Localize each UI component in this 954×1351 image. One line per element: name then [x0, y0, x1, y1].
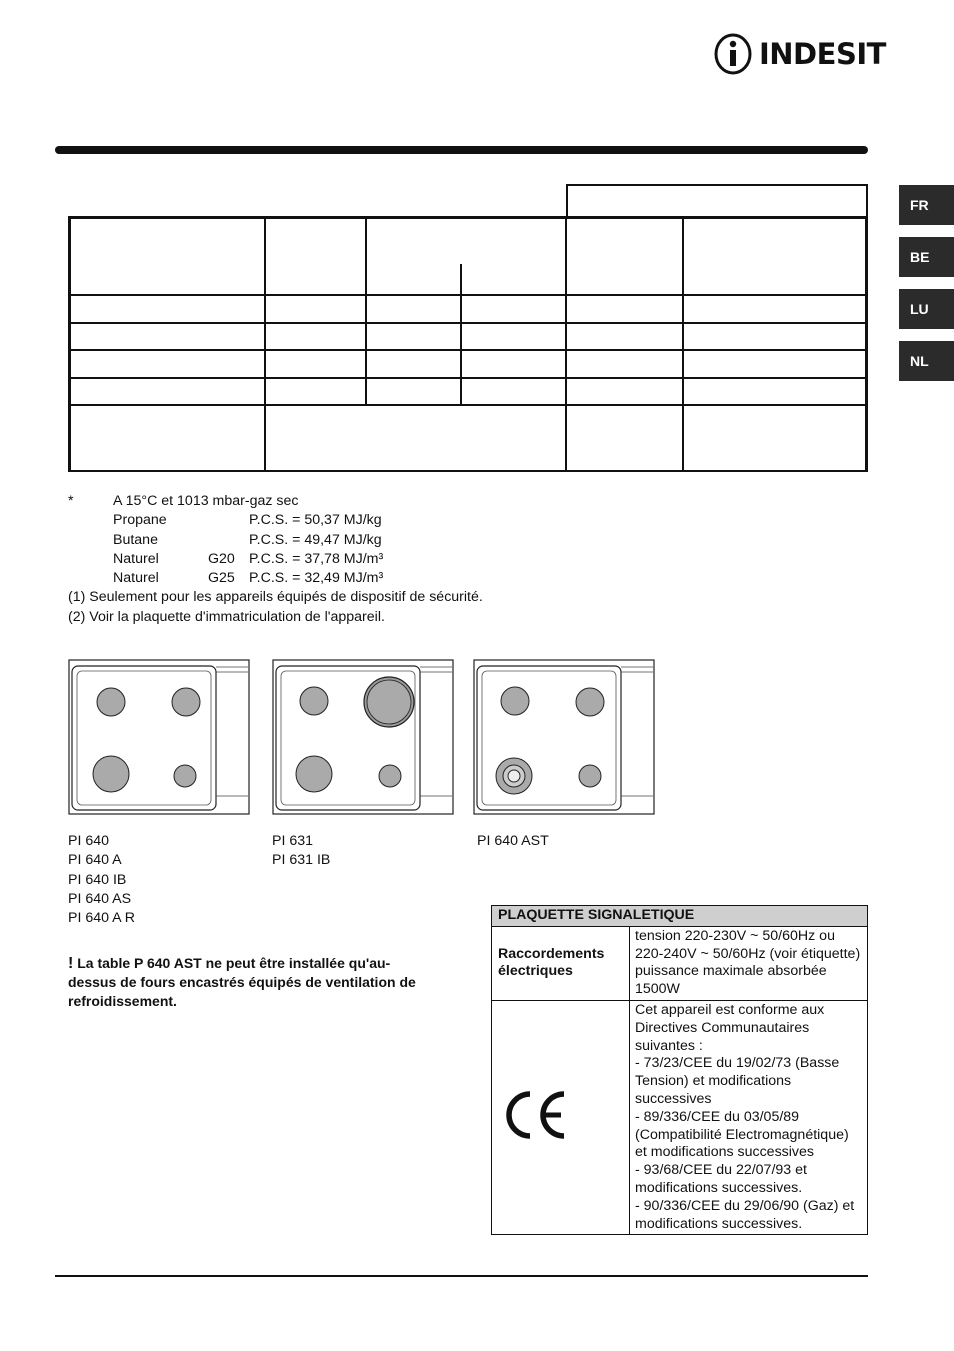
- model-name: PI 631: [272, 833, 314, 849]
- ce-mark-icon: [500, 1088, 570, 1142]
- header-rule: [55, 146, 868, 154]
- hob-pi640ast-icon: [473, 658, 655, 816]
- model-name: PI 640: [68, 833, 110, 849]
- warning-mark: !: [68, 955, 74, 972]
- electrical-label: Raccordements électriques: [492, 926, 630, 1000]
- footer-rule: [55, 1275, 868, 1277]
- lang-tab-nl[interactable]: NL: [899, 341, 954, 381]
- model-list-3: [477, 832, 549, 851]
- warning-text: La table P 640 AST ne peut être installée qu'au-dessus de fours encastrés équipés de ventilation de refroidissement.: [68, 955, 416, 1010]
- gas-spec-table: [68, 184, 868, 472]
- model-name: PI 640 AST: [477, 833, 549, 849]
- model-list-1: [68, 832, 135, 928]
- plaquette-title: PLAQUETTE SIGNALETIQUE: [492, 906, 868, 927]
- footnote-conditions: A 15°C et 1013 mbar-gaz sec: [113, 493, 299, 509]
- brand-name: INDESIT: [759, 37, 886, 71]
- ce-cell: [492, 1000, 630, 1234]
- plaquette-signaletique-table: [491, 905, 868, 1235]
- footnote-star: *: [68, 493, 74, 509]
- footnote-1: (1) Seulement pour les appareils équipés de dispositif de sécurité.: [68, 589, 483, 606]
- electrical-text: tension 220-230V ~ 50/60Hz ou 220-240V ~ 50/60Hz (voir étiquette) puissance maximale absorbée 1500W: [630, 926, 868, 1000]
- model-name: PI 640 AS: [68, 890, 132, 907]
- lang-tab-be[interactable]: BE: [899, 237, 954, 277]
- hob-pi640-icon: [68, 658, 250, 816]
- hob-diagram-pi640: [68, 658, 250, 816]
- model-name: PI 640 A: [68, 852, 122, 869]
- model-name: PI 640 A R: [68, 910, 136, 927]
- brand-logo: [713, 33, 886, 75]
- hob-diagram-pi640ast: [473, 658, 655, 816]
- installation-warning: [68, 954, 438, 1012]
- model-list-2: [272, 832, 330, 871]
- model-name: PI 631 IB: [272, 852, 331, 869]
- lang-tab-fr[interactable]: FR: [899, 185, 954, 225]
- conformity-text: Cet appareil est conforme aux Directives Communautaires suivantes : - 73/23/CEE du 19/02/73 (Basse Tension) et modifications successives - 89/336/CEE du 03/05/89 (Compatibilité Electromagnétique) et modifications successives - 93/68/CEE du 22/07/93 et modifications successives. - 90/336/CEE du 29/06/90 (Gaz) et modifications successives.: [630, 1000, 868, 1234]
- hob-pi631-icon: [272, 658, 454, 816]
- indesit-logo-icon: [713, 33, 753, 75]
- hob-diagram-pi631: [272, 658, 454, 816]
- model-name: PI 640 IB: [68, 871, 127, 888]
- footnote-2: (2) Voir la plaquette d'immatriculation de l'appareil.: [68, 608, 385, 625]
- lang-tab-lu[interactable]: LU: [899, 289, 954, 329]
